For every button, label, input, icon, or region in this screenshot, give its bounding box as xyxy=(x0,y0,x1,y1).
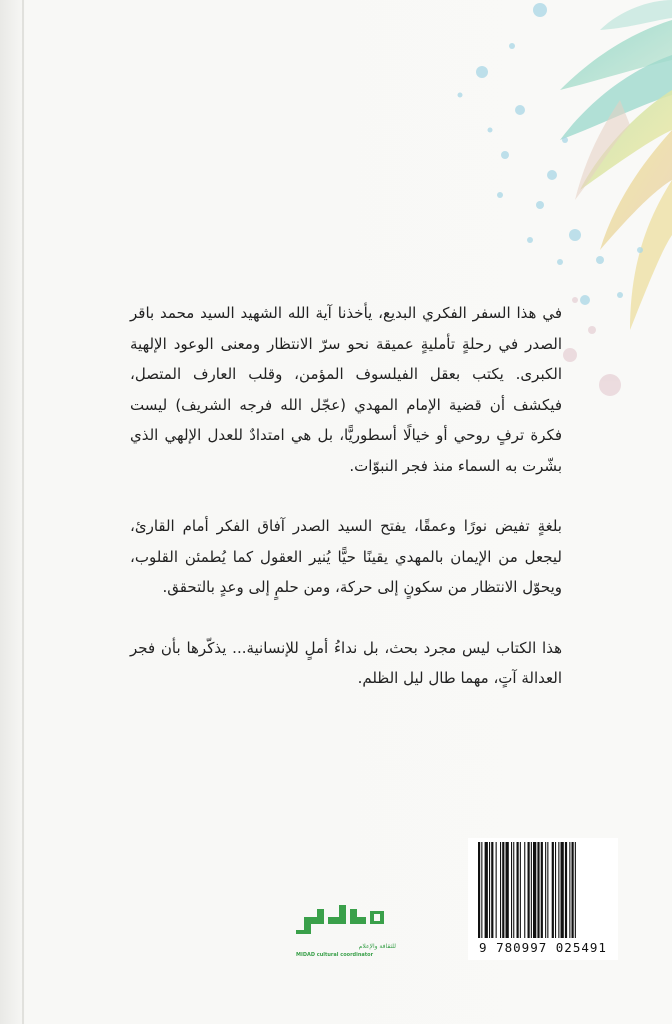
barcode-bar xyxy=(533,842,536,938)
isbn-number: 9 780997 025491 xyxy=(479,940,607,955)
barcode-bar xyxy=(541,842,543,938)
barcode-bar xyxy=(575,842,576,938)
barcode-bar xyxy=(537,842,539,938)
isbn-barcode xyxy=(468,838,618,960)
barcode-bar xyxy=(528,842,530,938)
barcode-bar xyxy=(502,842,504,938)
barcode-bar xyxy=(558,842,559,938)
midad-logo-mark-icon xyxy=(296,903,396,943)
publisher-logo xyxy=(296,903,396,963)
barcode-bar xyxy=(552,842,554,938)
barcode-bar xyxy=(511,842,512,938)
barcode-bar xyxy=(496,842,497,938)
barcode-bar xyxy=(547,842,548,938)
barcode-bar xyxy=(513,842,514,938)
barcode-bar xyxy=(478,842,480,938)
barcode-bar xyxy=(489,842,490,938)
barcode-bar xyxy=(485,842,488,938)
publisher-tagline-english: MIDAD cultural coordinator xyxy=(296,952,374,958)
barcode-bar xyxy=(565,842,567,938)
barcode-bar xyxy=(524,842,525,938)
barcode-bar xyxy=(517,842,519,938)
barcode-bar xyxy=(491,842,493,938)
blurb-paragraph-3: هذا الكتاب ليس مجرد بحث، بل نداءُ أملٍ للإنسانية... يذكّرها بأن فجر العدالة آتٍ، مهما طال ليل الظلم. xyxy=(130,638,562,687)
barcode-bar xyxy=(481,842,482,938)
barcode-bar xyxy=(572,842,574,938)
barcode-bar xyxy=(555,842,556,938)
publisher-tagline-arabic: للثقافة والإعلام xyxy=(358,943,396,950)
barcode-bars xyxy=(474,842,612,940)
barcode-bar xyxy=(520,842,521,938)
barcode-bar xyxy=(569,842,570,938)
barcode-bar xyxy=(506,842,509,938)
barcode-bar xyxy=(500,842,501,938)
barcode-bar xyxy=(561,842,564,938)
barcode-bar xyxy=(531,842,532,938)
barcode-bar xyxy=(545,842,546,938)
blurb-paragraph-2: بلغةٍ تفيض نورًا وعمقًا، يفتح السيد الصدر آفاق الفكر أمام القارئ، ليجعل من الإيمان بالمهدي يقينًا حيًّا يُنير العقول كما يُطمئن القلوب، ويحوّل الانتظار من سكونٍ إلى حركة، ومن حلمٍ إلى وعدٍ بالتحقق. xyxy=(130,517,562,596)
blurb-paragraph-1: في هذا السفر الفكري البديع، يأخذنا آية الله الشهيد السيد محمد باقر الصدر في رحلةٍ تأمليةٍ عميقة نحو سرّ الانتظار ومعنى الوعود الإلهية الكبرى. يكتب بعقل الفيلسوف المؤمن، وقلب العارف المتصل، فيكشف أن قضية الإمام المهدي (عجّل الله فرجه الشريف) ليست فكرة ترفٍ روحي أو خيالًا أسطوريًّا، بل هي امتدادٌ للعدل الإلهي الذي بشّرت به السماء منذ فجر النبوّات. xyxy=(130,304,562,475)
back-cover-blurb xyxy=(130,298,562,694)
